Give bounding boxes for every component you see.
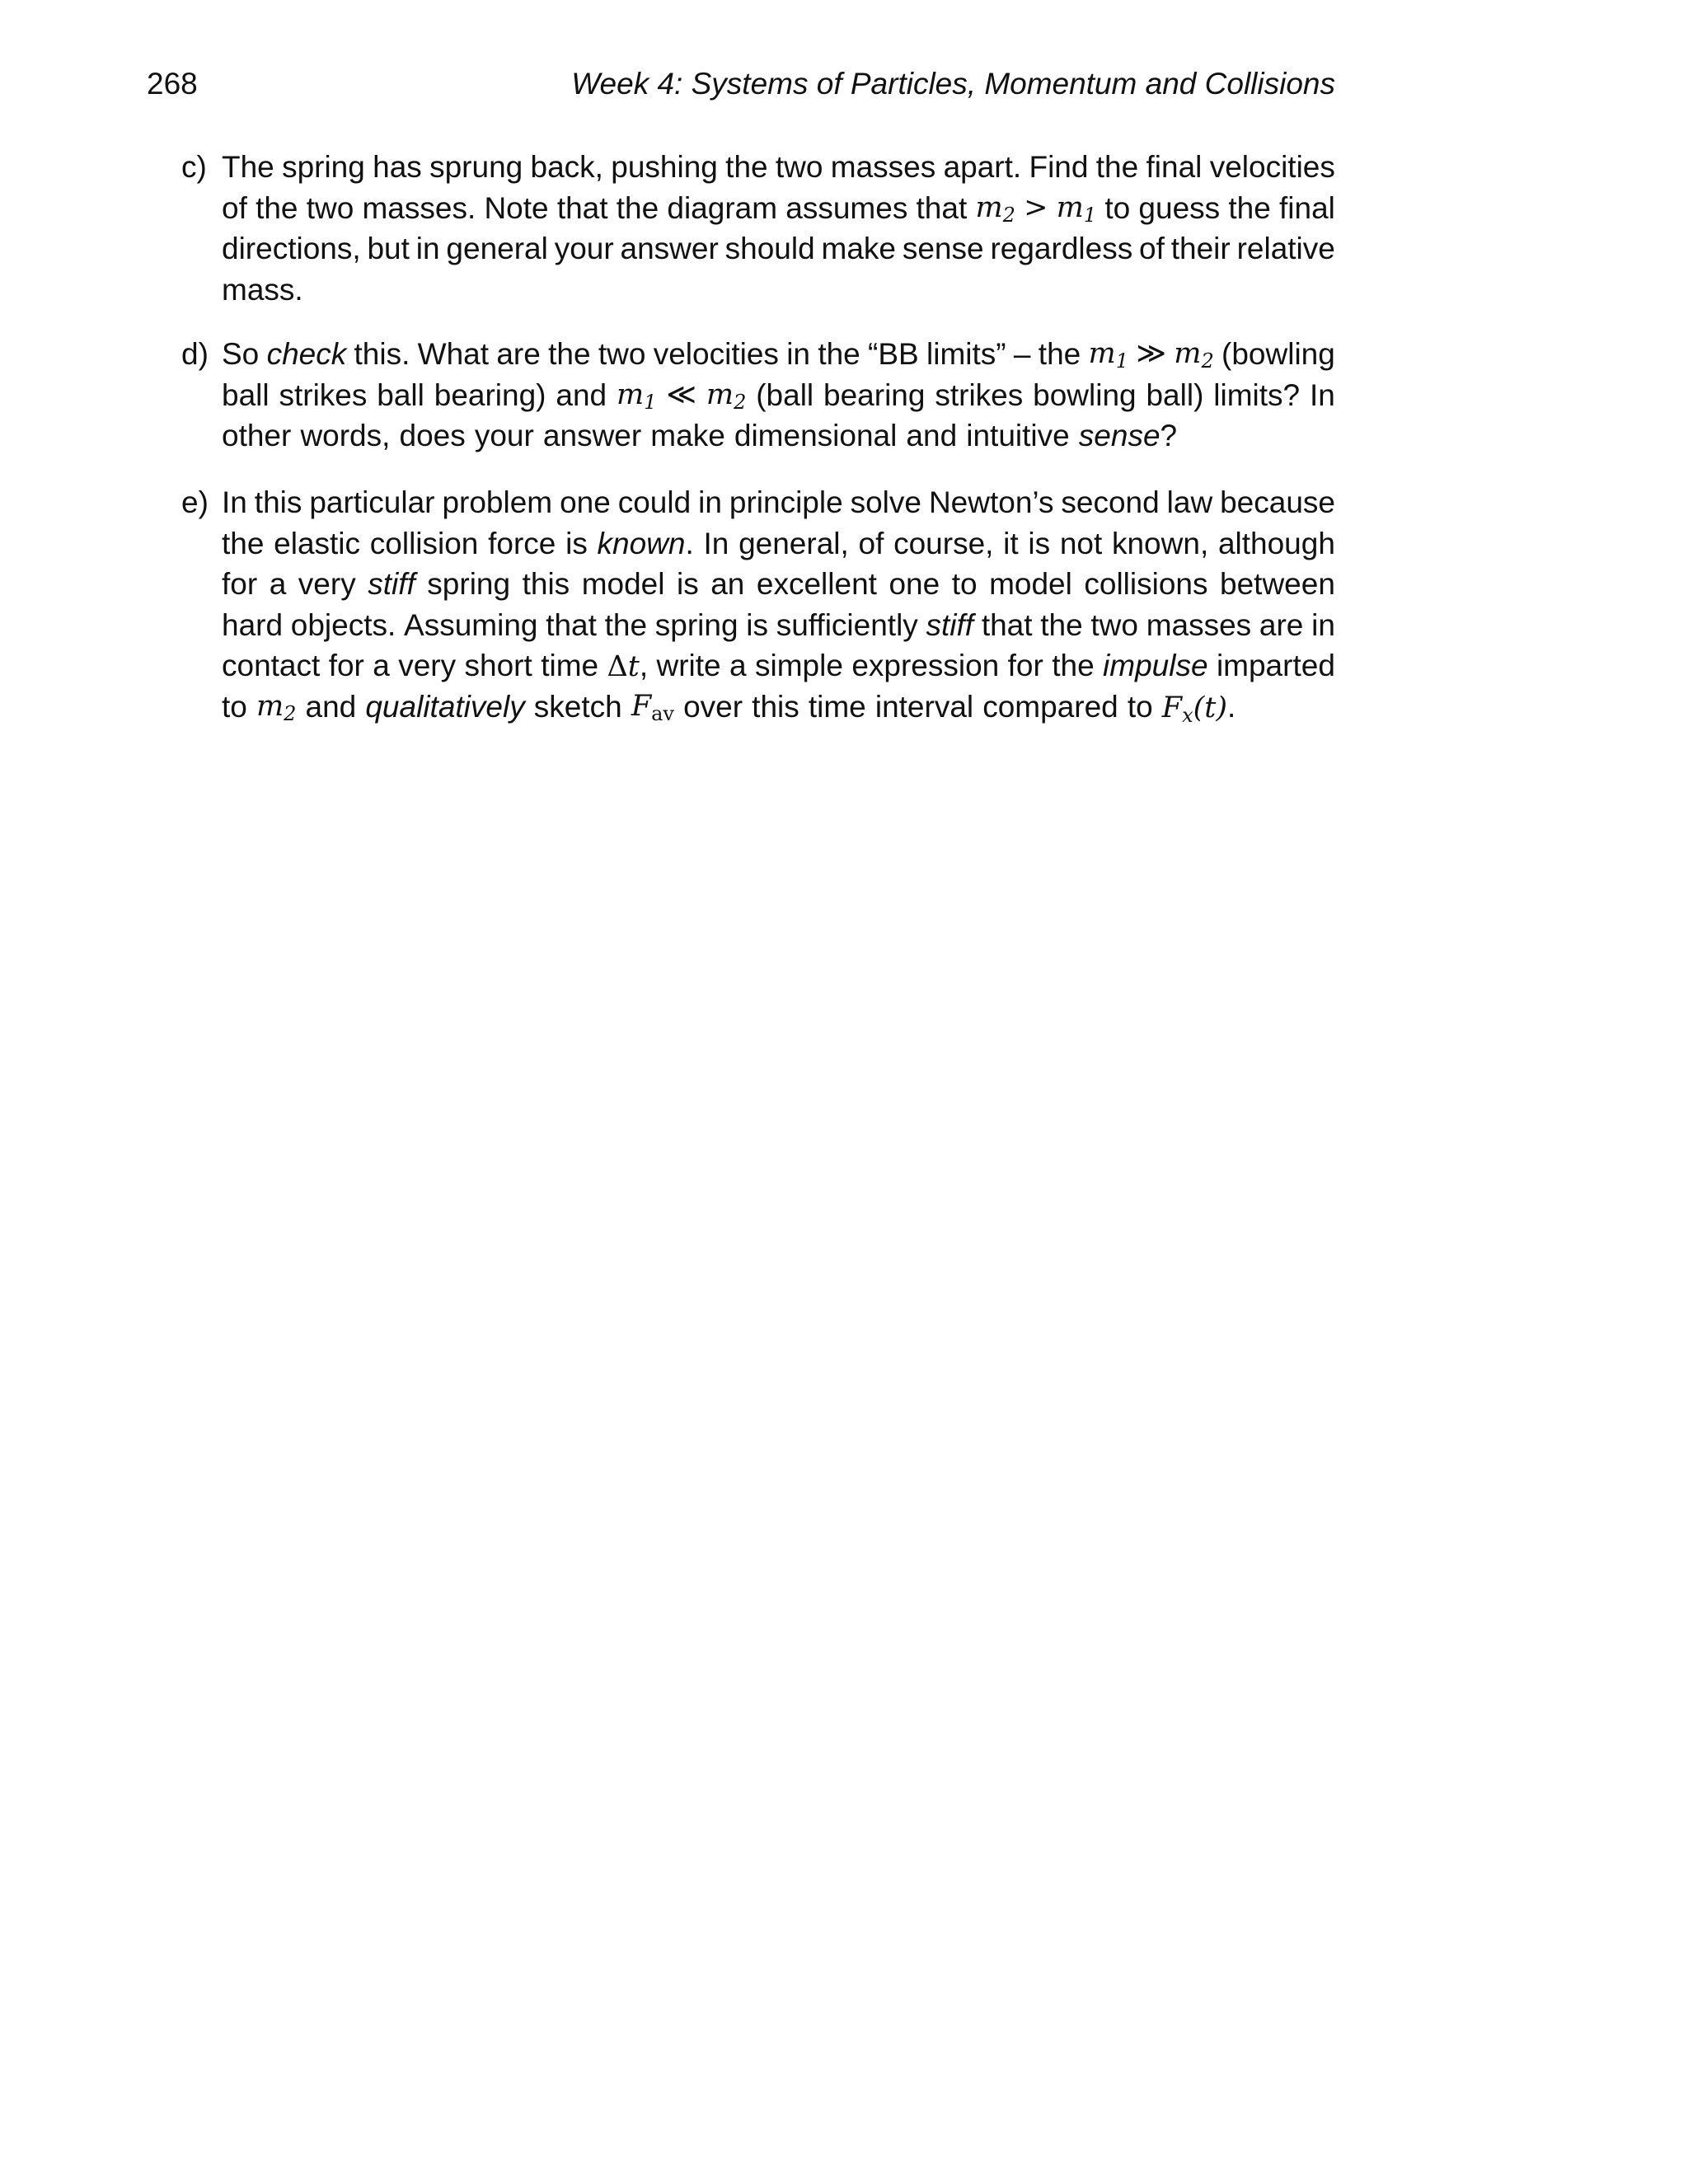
item-body (222, 482, 1335, 727)
math-symbol: Δt (607, 650, 640, 683)
item-body (222, 334, 1335, 457)
item-label: c) (181, 150, 207, 184)
math-symbol: $m_2$ (706, 377, 747, 414)
text-line: mass. (222, 272, 303, 307)
math-symbol: $m_1$ (1056, 190, 1097, 227)
item-body (222, 147, 1335, 310)
text-line: In this particular problem one could in principle solve Newton’s second law because (222, 485, 1335, 519)
text-line: ball strikes ball bearing) and $m_1$ ≪ $m_2$ (ball bearing strikes bowling ball) limits? In (222, 375, 1335, 416)
math-symbol: $m_2$ (975, 190, 1015, 227)
running-title: Week 4: Systems of Particles, Momentum and Collisions (571, 67, 1335, 101)
item-label: e) (181, 485, 209, 519)
math-symbol: $m_1$ (617, 377, 657, 414)
math-symbol: $m_2$ (256, 689, 297, 725)
text-line: of the two masses. Note that the diagram assumes that $m_2$ > $m_1$ to guess the final (222, 188, 1335, 229)
item-label: d) (181, 337, 209, 371)
text-line: the elastic collision force is known . In general, of course, it is not known, although (222, 526, 1335, 560)
text-line: hard objects. Assuming that the spring is sufficiently stiff that the two masses are in (222, 607, 1335, 642)
text-line: for a very stiff spring this model is an excellent one to model collisions between (222, 567, 1335, 601)
text-line: directions, but in general your answer should make sense regardless of their relative (222, 232, 1335, 265)
math-symbol: $m_2$ (1174, 337, 1214, 373)
text-line: other words, does your answer make dimensional and intuitive sense ? (222, 419, 1178, 452)
math-symbol: $m_1$ (1088, 337, 1129, 373)
math-symbol: $F_{av}$ (631, 689, 674, 725)
page-number: 268 (147, 67, 198, 101)
text-line: The spring has sprung back, pushing the two masses apart. Find the final velocities (222, 150, 1335, 184)
text-line: to $m_2$ and qualitatively sketch $F_{av}$ over this time interval compared to $F_x(t)$ . (222, 687, 1335, 728)
text-line: contact for a very short time Δt , write a simple expression for the impulse imparted (222, 645, 1335, 687)
text-line: So check this. What are the two velocities in the “BB limits” – the $m_1$ ≫ $m_2$ (bowling (222, 334, 1335, 375)
math-symbol: $F_x(t)$ (1161, 691, 1228, 727)
